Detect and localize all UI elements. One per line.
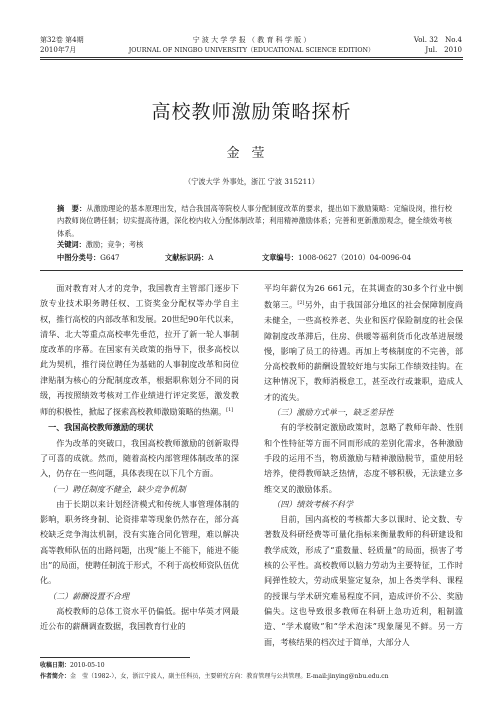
footnote-rule [40, 657, 190, 658]
doc-label: 文献标识码： [165, 253, 209, 262]
article-number [262, 253, 411, 263]
received-label: 收稿日期： [40, 662, 71, 669]
author-name: 金莹 [226, 146, 277, 161]
volume-issue-en: Vol. 32 No.4 [413, 36, 462, 44]
header-rule [40, 57, 463, 58]
author-bio-text: 金 莹（1982-），女，浙江宁波人，副主任科员，主要研究方向：教育管理与公共管理。E-mail:jinying@nbu.edu.cn [70, 673, 389, 680]
author-affiliation: （宁波大学 外事处，浙江 宁波 315211） [184, 177, 319, 186]
clc-value: G647 [100, 253, 120, 262]
received-date [40, 661, 105, 670]
paragraph: 由于长期以来计划经济模式和传统人事管理体制的影响，职务终身制、论资排辈等现象仍然存在，部分高校缺乏竞争淘汰机制，没有实施合同化管理，难以解决高等教师队伍的出路问题，出现“能上不能下，能进不能出”的局面，使聘任制流于形式，不利于高校师资队伍优化。 [40, 498, 239, 586]
date-cn: 2010年7月 [40, 46, 77, 54]
artno-label: 文章编号： [262, 253, 298, 262]
abstract-text: 从激励理论的基本原理出发，结合我国高等院校人事分配制度改革的要求，提出如下激励策略：定编设岗，推行校内教师岗位聘任制；切实提高待遇，深化校内收入分配体制改革；利用精神激励体系；完善和更新激励观念，健全绩效考核体系。 [57, 204, 452, 238]
subsection-heading: （二）薪酬设置不合理 [48, 590, 130, 601]
paragraph: 面对教育对人才的竞争，我国教育主管部门逐步下放专业技术职务聘任权、工资奖金分配权等办学自主权，推行高校的内部改革和发展。20世纪90年代以来，清华、北大等重点高校率先垂范，拉开了新一轮人事制度改革的序幕。在国家有关政策的指导下，很多高校以此为契机，推行岗位聘任为基础的人事制度改革和岗位津贴制为核心的分配制度改革，根据职称划分不同的岗级，再按照绩效考核对工作业绩进行评定奖惩，激发教师的积极性，掀起了探索高校教师激励策略的热潮。[1] [40, 283, 239, 418]
subsection-heading: （四）绩效考核不科学 [272, 498, 354, 509]
clc-label: 中图分类号： [57, 253, 101, 262]
subsection-heading: （三）激励方式单一，缺乏差异性 [272, 407, 394, 418]
paragraph: 有的学校制定激励政策时，忽略了教师年龄、性别和个性特征等方面不同而形成的差别化需求，各种激励手段的运用不当，物质激励与精神激励脱节，重使用轻培养，使得教师缺乏热情，态度不够积极，无法建立多维交叉的激励体系。 [264, 422, 463, 494]
date-en: Jul. 2010 [425, 46, 462, 54]
section-heading: 一、我国高校教师激励的现状 [48, 422, 154, 433]
author-bio-label: 作者简介： [40, 673, 71, 680]
paragraph: 高校教师的总体工资水平仍偏低。据中华英才网最近公布的薪酬调查数据，我国教育行业的 [40, 605, 239, 632]
header-rule-secondary [40, 59, 463, 60]
paragraph: 目前，国内高校的考核都大多以课时、论文数、专著数及科研经费等可量化指标来衡量教师的科研建设和教学成效，形成了“重数量、轻质量”的局面，损害了考核的公平性。高校教师以脑力劳动为主要特征，工作时间弹性较大，劳动成果鉴定复杂，加上各类学科、课程的授课与学术研究难易程度不同，造成评价不公、奖励偏失。这也导致很多教师在科研上急功近利，粗制滥造、“学术腐败”和“学术泡沫”现象屡见不鲜。另一方面，考核结果的档次过于简单，大部分人 [264, 514, 463, 647]
clc-number [57, 253, 120, 263]
body-left-column [40, 281, 239, 635]
keywords-label: 关键词： [57, 240, 86, 249]
paragraph: 作为改革的突破口，我国高校教师激励的创新取得了可喜的成就。然而，随着高校内部管理体制改革的深入，仍存在一些问题，具体表现在以下几个方面。 [40, 437, 239, 479]
received-value: 2010-05-10 [70, 662, 105, 669]
abstract-rule [40, 270, 463, 271]
document-code [165, 253, 213, 263]
paragraph: 平均年薪仅为26 661元，在其调查的30多个行业中倒数第三。[2]另外，由于我国部分地区的社会保障制度尚未健全，一些高校养老、失业和医疗保险制度的社会保障制度改革滞后，住房、供暖等福利货币化改革进展缓慢，影响了员工的待遇。再加上考核制度的不完善，部分高校教师的薪酬设置较好地与实际工作绩效挂钩。在这种情况下，教师消极怠工，甚至改行或兼职，造成人才的流失。 [264, 283, 463, 402]
abstract [57, 203, 452, 240]
abstract-label: 摘 要： [57, 204, 87, 213]
article-title: 高校教师激励策略探析 [151, 101, 352, 123]
journal-title-en: JOURNAL OF NINGBO UNIVERSITY（EDUCATIONAL SCIENCE EDITION） [128, 47, 375, 54]
author-bio [40, 672, 388, 681]
journal-title-cn: 宁 波 大 学 学 报 （ 教 育 科 学 版 ） [192, 36, 311, 44]
citation: [2] [297, 300, 305, 307]
citation: [1] [226, 407, 234, 414]
body-right-column [264, 281, 463, 650]
volume-issue-cn: 第32卷 第4期 [40, 36, 84, 44]
artno-value: 1008-0627（2010）04-0096-04 [297, 253, 412, 262]
doc-value: A [208, 253, 214, 262]
keywords-text: 激励；竞争；考核 [85, 240, 144, 249]
subsection-heading: （一）聘任制度不健全，缺少竞争机制 [48, 483, 186, 494]
keywords [57, 240, 143, 250]
